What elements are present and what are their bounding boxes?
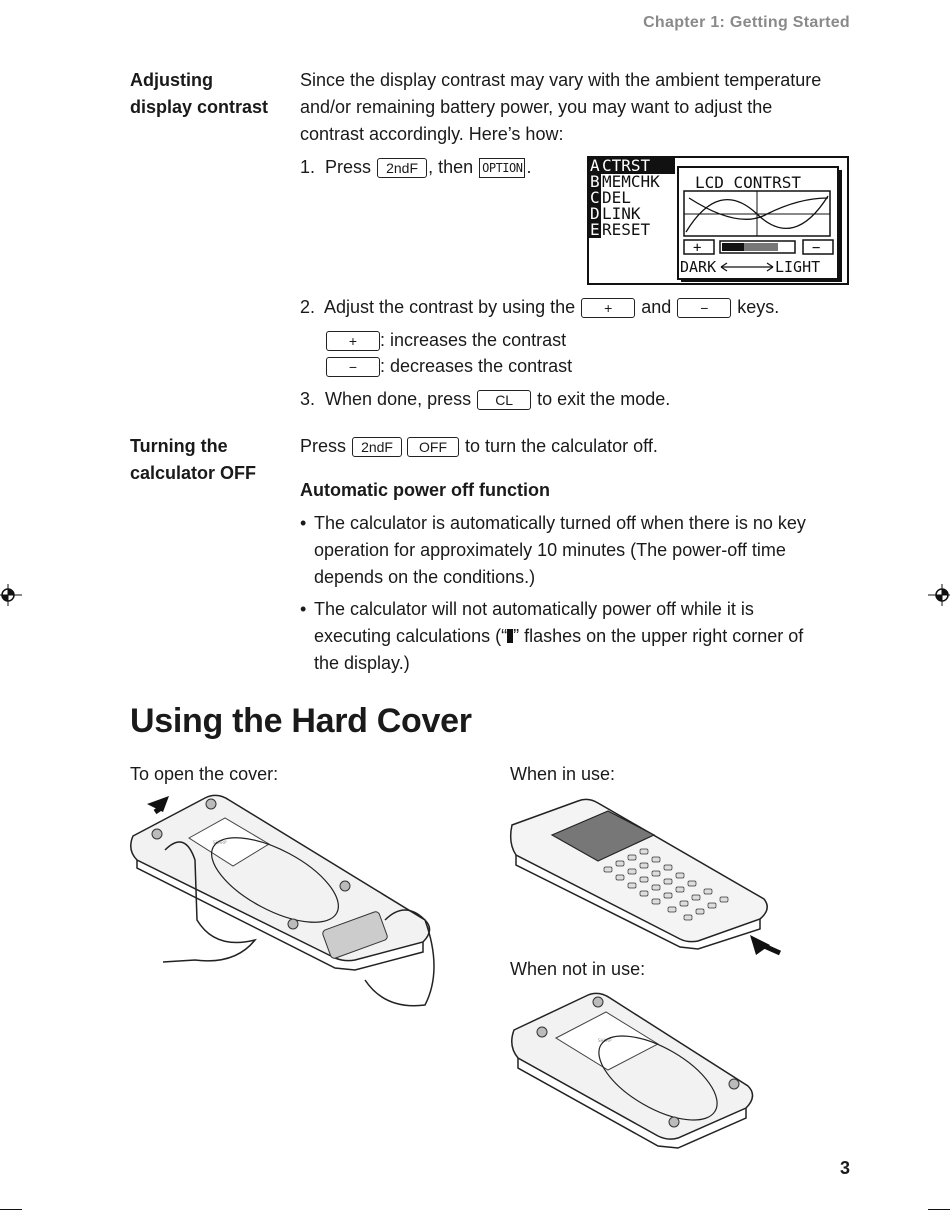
crop-mark-bottom-left (0, 1209, 22, 1210)
contrast-intro-line1: Since the display contrast may vary with the ambient temperature (300, 70, 822, 90)
calculator-body (511, 799, 768, 941)
contrast-heading (130, 67, 290, 121)
off-heading-line2: calculator OFF (130, 463, 257, 483)
key-option: OPTION (479, 158, 525, 178)
section-title: Using the Hard Cover (130, 702, 472, 740)
step-1-text-c: . (526, 157, 532, 177)
plus-description (326, 327, 566, 354)
bullet-dot: • (300, 599, 307, 619)
lcd-menu-letter-e: E (590, 220, 600, 239)
bullet-2-line3: the display.) (314, 653, 410, 673)
slide-arrow-shaft (155, 808, 161, 812)
not-in-use-illustration (508, 988, 763, 1158)
open-cover-illustration (125, 790, 455, 1020)
step-3-text-b: to exit the mode. (537, 389, 671, 409)
minus-description-text: : decreases the contrast (380, 356, 573, 376)
lcd-menu-letter-d: D (590, 204, 600, 223)
in-use-label: When in use: (510, 764, 616, 784)
chapter-header: Chapter 1: Getting Started (643, 14, 850, 31)
key-plus: + (581, 298, 635, 318)
step-1 (300, 154, 532, 181)
bullet-1-line2: operation for approximately 10 minutes (The power-off time (314, 540, 786, 560)
step-3-text-a: When done, press (325, 389, 472, 409)
bullet-2-line1: The calculator will not automatically power off while it is (314, 599, 754, 619)
contrast-heading-line2: display contrast (130, 97, 269, 117)
key-plus-small: + (326, 331, 380, 351)
in-use-illustration (508, 795, 783, 960)
lcd-minus-label: − (812, 240, 821, 256)
not-in-use-label: When not in use: (510, 959, 646, 979)
lcd-panel-shadow-bottom (681, 279, 842, 282)
registration-mark-left-icon (0, 584, 22, 606)
key-minus: − (677, 298, 731, 318)
contrast-intro (300, 67, 860, 148)
lcd-dark-label: DARK (680, 258, 717, 276)
contrast-intro-line3: contrast accordingly. Here’s how: (300, 124, 564, 144)
lcd-contrast-bar-fill (722, 243, 744, 251)
step-3 (300, 386, 670, 413)
closed-foot-2 (593, 997, 603, 1007)
lcd-contrast-screen (587, 156, 849, 285)
lcd-screen-graphic (589, 158, 847, 283)
cover-foot-4 (340, 881, 350, 891)
lcd-menu-letter-b: B (590, 172, 600, 191)
bullet-2-line2-a: executing calculations (“ (314, 626, 508, 646)
bullet-1 (300, 510, 849, 591)
step-2-text-b: and (641, 297, 672, 317)
bullet-2 (300, 596, 849, 677)
key-2ndf: 2ndF (377, 158, 427, 178)
lcd-menu-letter-c: C (590, 188, 600, 207)
off-text-b: to turn the calculator off. (465, 436, 658, 456)
key-cl: CL (477, 390, 531, 410)
off-instruction (300, 433, 658, 460)
auto-power-off-title: Automatic power off function (300, 480, 550, 500)
bullet-2-line2 (314, 623, 849, 650)
page-number: 3 (839, 1158, 850, 1178)
bullet-dot: • (300, 513, 307, 533)
step-3-number: 3. (300, 389, 316, 409)
key-off: OFF (407, 437, 459, 457)
lcd-contrast-bar-hatch (744, 243, 778, 251)
lcd-plus-label: + (693, 240, 702, 256)
plus-description-text: : increases the contrast (380, 330, 567, 350)
lcd-light-label: LIGHT (775, 258, 821, 276)
registration-mark-right-icon (928, 584, 950, 606)
contrast-intro-line2: and/or remaining battery power, you may want to adjust the (300, 97, 773, 117)
key-2ndf-off: 2ndF (352, 437, 402, 457)
closed-foot-4 (729, 1079, 739, 1089)
step-2-number: 2. (300, 297, 316, 317)
cover-foot-3 (288, 919, 298, 929)
lcd-menu-label-b: MEMCHK (602, 172, 660, 191)
cover-foot-1 (152, 829, 162, 839)
lcd-menu-label-c: DEL (602, 188, 631, 207)
off-heading-line1: Turning the (130, 436, 228, 456)
step-1-text-b: , then (428, 157, 474, 177)
step-2-text-a: Adjust the contrast by using the (324, 297, 576, 317)
bullet-1-line1: The calculator is automatically turned off when there is no key (314, 513, 806, 533)
lcd-menu-label-d: LINK (602, 204, 641, 223)
contrast-heading-line1: Adjusting (130, 70, 213, 90)
push-arrow-shaft (762, 945, 780, 953)
closed-brand-text: SHARP (598, 1038, 612, 1043)
off-text-a: Press (300, 436, 347, 456)
bullet-1-line3: depends on the conditions.) (314, 567, 536, 587)
step-2 (300, 294, 779, 321)
brand-text: SHARP (213, 840, 227, 845)
open-cover-label: To open the cover: (130, 764, 279, 784)
step-1-number: 1. (300, 157, 316, 177)
step-1-text-a: Press (325, 157, 372, 177)
closed-cover-shape (512, 993, 753, 1139)
key-minus-small: − (326, 357, 380, 377)
step-2-text-c: keys. (737, 297, 780, 317)
minus-description (326, 353, 572, 380)
lcd-panel-title: LCD CONTRST (695, 173, 801, 192)
lcd-menu-label-a: CTRST (602, 158, 651, 175)
cover-foot-2 (206, 799, 216, 809)
lcd-menu-letter-a: A (590, 158, 600, 175)
lcd-menu-label-e: RESET (602, 220, 651, 239)
off-heading (130, 433, 290, 487)
crop-mark-bottom-right (928, 1209, 950, 1210)
closed-foot-1 (537, 1027, 547, 1037)
closed-foot-3 (669, 1117, 679, 1127)
bullet-2-line2-b: ” flashes on the upper right corner of (513, 626, 804, 646)
lcd-panel-shadow-right (838, 170, 842, 282)
